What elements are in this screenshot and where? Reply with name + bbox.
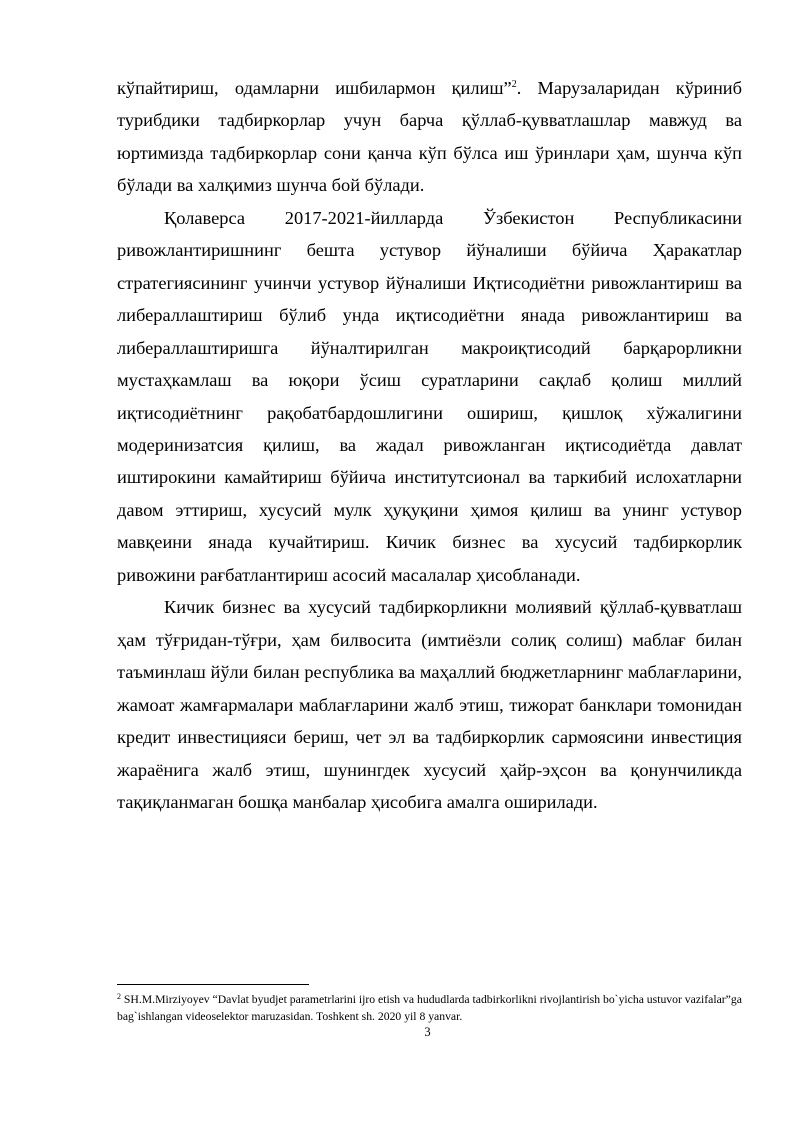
- paragraph: Қолаверса 2017-2021-йилларда Ўзбекистон Республикасини ривожлантиришнинг бешта устувор йўналиши бўйича Ҳаракатлар стратегиясининг учинчи устувор йўналиши Иқтисодиётни ривожлантириш ва либераллаштириш бўлиб унда иқтисодиётни янада ривожлантириш ва либераллаштиришга йўналтирилган макроиқтисодий барқарорликни мустаҳкамлаш ва юқори ўсиш суратларини сақлаб қолиш миллий иқтисодиётнинг рақобатбардошлигини ошириш, қишлоқ хўжалигини модеринизатсия қилиш, ва жадал ривожланган иқтисодиётда давлат иштирокини камайтириш бўйича институтсионал ва таркибий ислохатларни давом эттириш, хусусий мулк ҳуқуқини ҳимоя қилиш ва унинг устувор мавқеини янада кучайтириш. Кичик бизнес ва хусусий тадбиркорлик ривожини рағбатлантириш асосий масалалар ҳисобланади.: [117, 207, 742, 585]
- footnote-reference[interactable]: 2: [511, 79, 517, 90]
- paragraph-text-before-ref: кўпайтириш, одамларни ишбилармон қилиш”: [117, 78, 512, 98]
- footnote: [117, 991, 757, 1025]
- page-number: 3: [424, 1025, 431, 1039]
- footnote-text: SH.M.Mirziyoyev “Davlat byudjet parametrlarini ijro etish va hududlarda tadbirkorlikni rivojlantirish bo`yicha ustuvor vazifalar”ga bag`ishlangan videoselektor maruzasidan. Toshkent sh. 2020 yil 8 yanvar.: [117, 993, 742, 1023]
- body-text: [117, 72, 742, 818]
- footnote-marker: 2: [117, 992, 121, 1001]
- paragraph-continuation: [117, 72, 742, 202]
- paragraph-text-after-ref: . Марузаларидан кўриниб турибдики тадбиркорлар учун барча қўллаб-қувватлашлар мавжуд ва юртимизда тадбиркорлар сони қанча кўп бўлса иш ўринлари ҳам, шунча кўп бўлади ва халқимиз шунча бой бўлади.: [117, 78, 742, 196]
- paragraph: Кичик бизнес ва хусусий тадбиркорликни молиявий қўллаб-қувватлаш ҳам тўғридан-тўғри, ҳам билвосита (имтиёзли солиқ солиш) маблағ билан таъминлаш йўли билан республика ва маҳаллий бюджетларнинг маблағларини, жамоат жамғармалари маблағларини жалб этиш, тижорат банклари томонидан кредит инвестицияси бериш, чет эл ва тадбиркорлик сармоясини инвестиция жараёнига жалб этиш, шунингдек хусусий ҳайр-эҳсон ва қонунчиликда тақиқланмаган бошқа манбалар ҳисобига амалга оширилади.: [117, 597, 742, 812]
- footnote-separator: [117, 984, 309, 985]
